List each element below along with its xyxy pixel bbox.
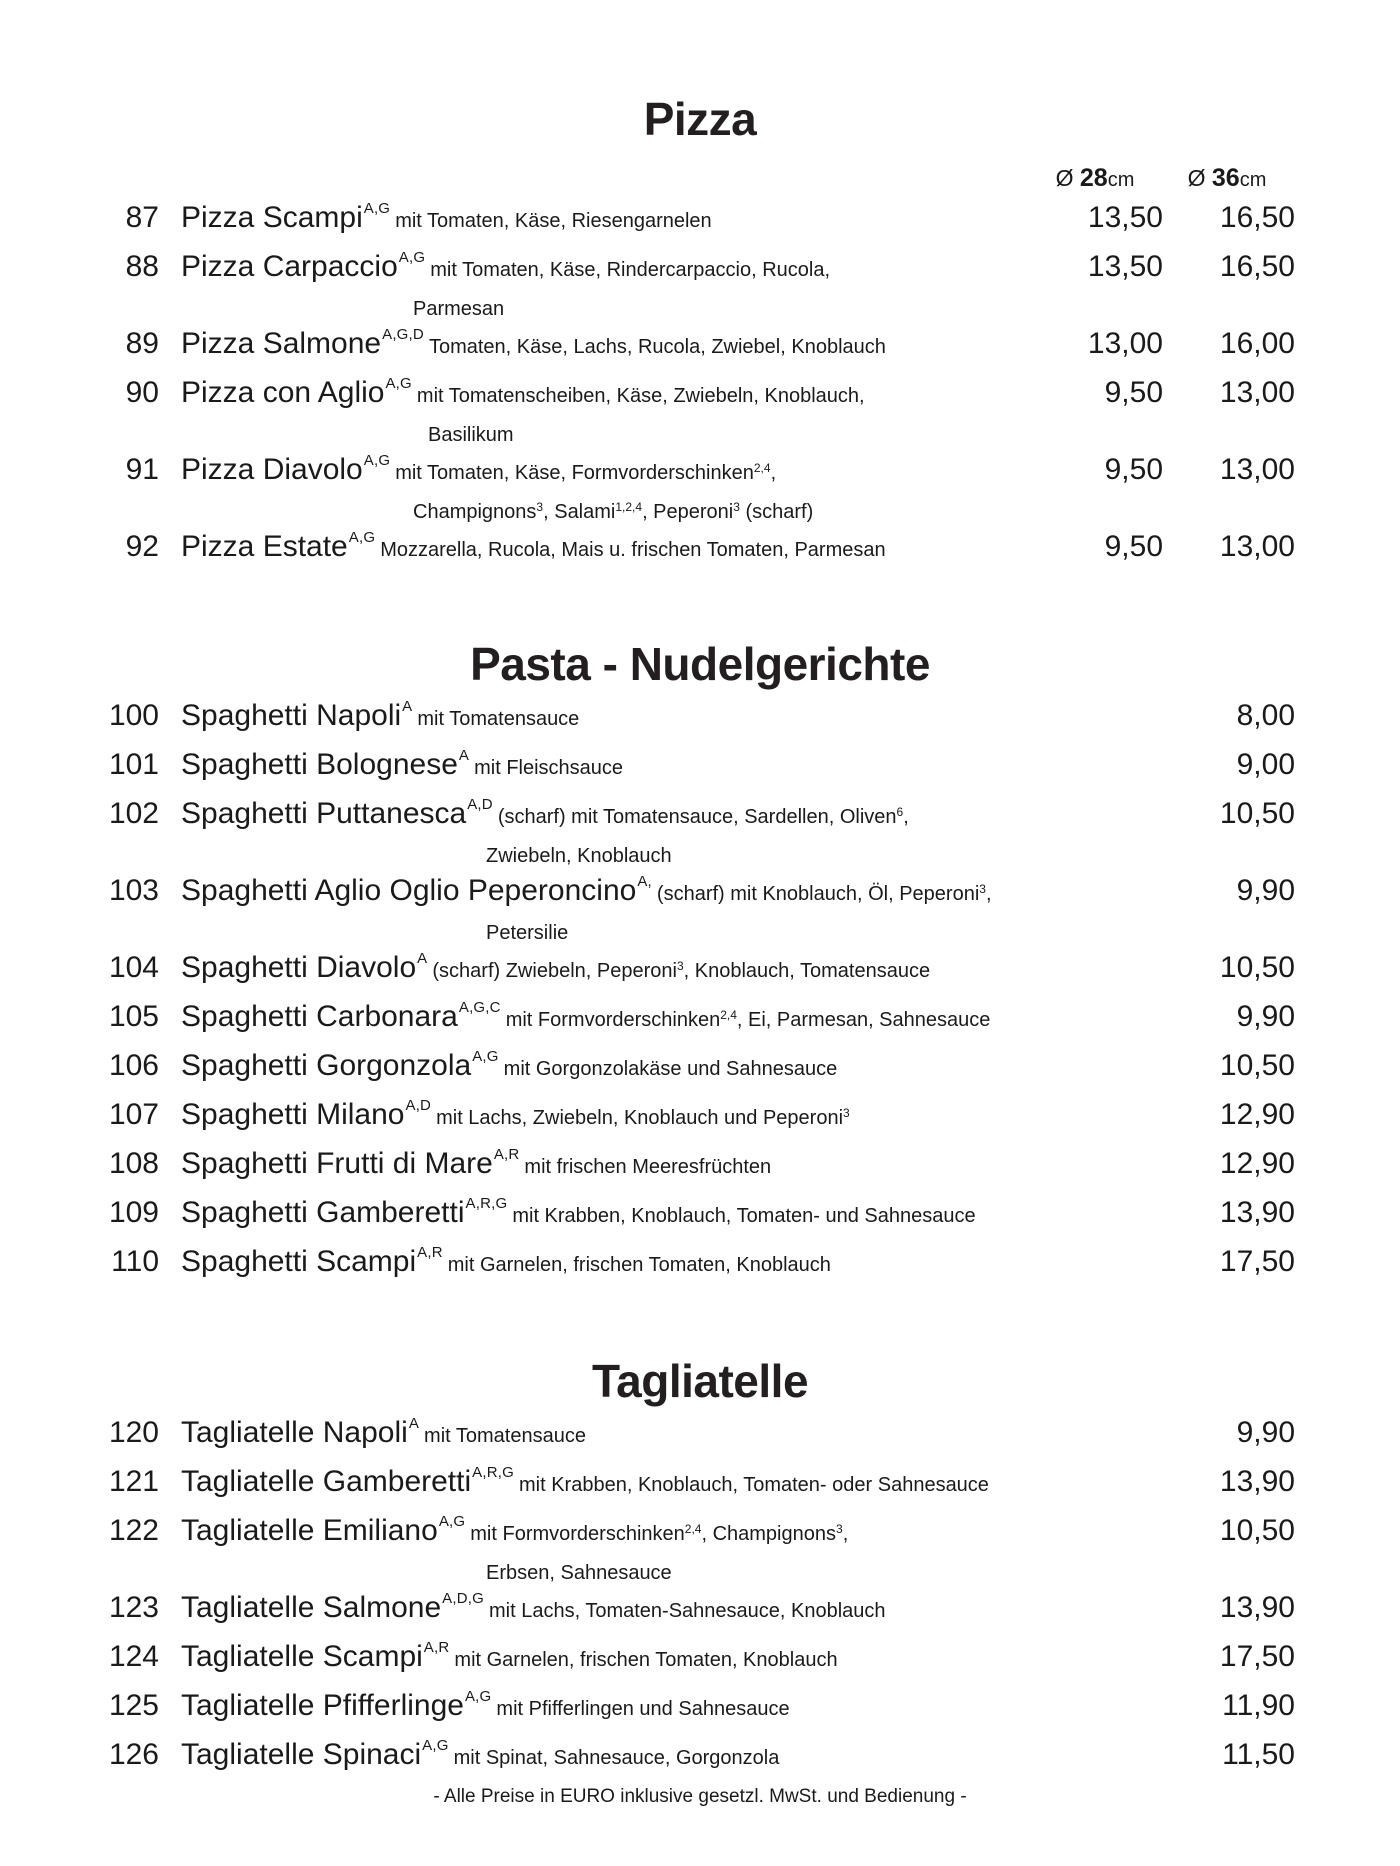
- price: 9,90: [1236, 1000, 1295, 1033]
- desc-text: mit Lachs, Zwiebeln, Knoblauch und Peperoni: [436, 1107, 844, 1129]
- item-name: Tagliatelle Napoli: [181, 1416, 408, 1449]
- item-allergen-codes: A,G: [363, 200, 391, 217]
- item-prices: [1163, 1047, 1295, 1085]
- item-number: 120: [108, 1416, 159, 1449]
- desc-text: (scharf) mit Tomatensauce, Sardellen, Oliven: [497, 806, 897, 828]
- item-allergen-codes: A,R,G: [472, 1464, 514, 1481]
- item-allergen-codes: A,G: [385, 375, 412, 392]
- desc-text-tail: (scharf): [739, 501, 814, 523]
- pizza-item-list: [105, 199, 1295, 575]
- item-description: [657, 883, 992, 905]
- price: 13,90: [1219, 1196, 1295, 1229]
- item-number: 121: [108, 1465, 159, 1498]
- item-body: [181, 872, 1163, 947]
- item-name: Pizza Salmone: [181, 327, 382, 360]
- item-body: [181, 1414, 1163, 1461]
- item-description: [432, 960, 930, 982]
- price: 11,50: [1222, 1738, 1295, 1771]
- desc-footnote: 1,2,4: [615, 500, 643, 514]
- price: 11,90: [1222, 1689, 1295, 1722]
- item-description: Mozzarella, Rucola, Mais u. frischen Tomaten, Parmesan: [380, 539, 886, 561]
- price-36cm: 16,00: [1219, 327, 1295, 360]
- menu-item[interactable]: [105, 1512, 1295, 1587]
- desc-footnote: 2,4: [720, 1008, 737, 1022]
- menu-item[interactable]: [105, 1414, 1295, 1461]
- item-allergen-codes: A,D: [467, 796, 493, 813]
- price-28cm: 13,50: [1087, 250, 1163, 283]
- item-body: [181, 795, 1163, 870]
- section-title-pizza: Pizza: [643, 93, 757, 145]
- price: 13,90: [1219, 1465, 1295, 1498]
- item-prices: [1163, 746, 1295, 784]
- item-prices: [1163, 1463, 1295, 1501]
- menu-item[interactable]: [105, 1638, 1295, 1685]
- footer-note: - Alle Preise in EURO inklusive gesetzl. MwSt. und Bedienung -: [433, 1786, 967, 1807]
- pizza-size-header: [105, 164, 1295, 193]
- item-description: Tomaten, Käse, Lachs, Rucola, Zwiebel, Knoblauch: [428, 336, 886, 358]
- item-allergen-codes: A,R: [493, 1146, 520, 1163]
- desc-footnote: 2,4: [684, 1522, 702, 1536]
- price: 17,50: [1219, 1640, 1295, 1673]
- item-prices: [1163, 1243, 1295, 1281]
- menu-item[interactable]: [105, 528, 1295, 575]
- item-description: mit frischen Meeresfrüchten: [524, 1156, 772, 1178]
- item-name: Tagliatelle Pfifferlinge: [181, 1689, 464, 1722]
- item-body: [181, 199, 1031, 246]
- item-description: [395, 462, 776, 484]
- item-description-line2: Parmesan: [413, 298, 505, 320]
- item-allergen-codes: A,D: [405, 1097, 432, 1114]
- section-tagliatelle: [105, 1292, 1295, 1783]
- item-number: 92: [125, 530, 159, 563]
- item-number: 88: [125, 250, 159, 283]
- item-description: mit Fleischsauce: [474, 757, 624, 779]
- item-allergen-codes: A,G,D: [382, 326, 424, 343]
- desc-text: (scharf) Zwiebeln, Peperoni: [432, 960, 677, 982]
- item-body: [181, 998, 1163, 1045]
- item-name: Pizza Diavolo: [181, 453, 363, 486]
- item-name: Spaghetti Scampi: [181, 1245, 417, 1278]
- item-description: mit Tomaten, Käse, Rindercarpaccio, Rucola,: [430, 259, 831, 281]
- desc-text: , Salami: [543, 501, 616, 523]
- item-number: 106: [108, 1049, 159, 1082]
- menu-item[interactable]: [105, 1243, 1295, 1290]
- item-allergen-codes: A: [402, 698, 413, 715]
- item-description: mit Tomatenscheiben, Käse, Zwiebeln, Knoblauch,: [416, 385, 865, 407]
- item-description: mit Tomaten, Käse, Riesengarnelen: [395, 210, 712, 232]
- item-prices: [1163, 1687, 1295, 1725]
- item-name: Tagliatelle Gamberetti: [181, 1465, 472, 1498]
- item-prices: [1031, 325, 1295, 363]
- desc-footnote: 2,4: [753, 461, 771, 475]
- price: 9,90: [1236, 874, 1295, 907]
- item-prices: [1163, 1589, 1295, 1627]
- item-number: 126: [108, 1738, 159, 1771]
- item-description-line2: Zwiebeln, Knoblauch: [486, 845, 672, 867]
- item-name: Spaghetti Aglio Oglio Peperoncino: [181, 874, 637, 907]
- item-description-line2: Basilikum: [428, 424, 514, 446]
- item-number: 102: [108, 797, 159, 830]
- desc-text: mit Tomaten, Käse, Formvorderschinken: [395, 462, 754, 484]
- menu-item[interactable]: [105, 998, 1295, 1045]
- section-title-tagliatelle: Tagliatelle: [591, 1355, 809, 1407]
- item-name: Pizza Carpaccio: [181, 250, 398, 283]
- item-description: [470, 1523, 848, 1545]
- item-description-line2: [181, 498, 1031, 526]
- price: 17,50: [1219, 1245, 1295, 1278]
- item-prices: [1163, 1512, 1295, 1550]
- item-allergen-codes: A,G,C: [458, 999, 501, 1016]
- menu-item[interactable]: [105, 872, 1295, 947]
- item-body: [181, 374, 1031, 449]
- item-body: [181, 325, 1031, 372]
- item-name: Spaghetti Puttanesca: [181, 797, 467, 830]
- item-name: Spaghetti Frutti di Mare: [181, 1147, 493, 1180]
- item-prices: [1031, 451, 1295, 489]
- desc-text-tail: ,: [903, 806, 909, 828]
- item-body: [181, 1047, 1163, 1094]
- item-name: Pizza Scampi: [181, 201, 363, 234]
- size-value-28: 28: [1079, 164, 1108, 192]
- desc-footnote: 3: [843, 1106, 850, 1120]
- item-number: 89: [125, 327, 159, 360]
- item-prices: [1163, 998, 1295, 1036]
- item-name: Tagliatelle Scampi: [181, 1640, 423, 1673]
- desc-text-tail: ,: [770, 462, 777, 484]
- price-28cm: 13,50: [1087, 201, 1163, 234]
- desc-footnote: 3: [979, 882, 986, 896]
- menu-item[interactable]: [105, 1736, 1295, 1783]
- item-body: [181, 1243, 1163, 1290]
- price: 12,90: [1219, 1098, 1295, 1131]
- item-description: mit Spinat, Sahnesauce, Gorgonzola: [453, 1747, 780, 1769]
- item-body: [181, 248, 1031, 323]
- item-description: mit Krabben, Knoblauch, Tomaten- und Sahnesauce: [512, 1205, 976, 1227]
- item-number: 110: [111, 1245, 159, 1278]
- item-prices: [1163, 697, 1295, 735]
- desc-footnote: 3: [836, 1522, 843, 1536]
- menu-item[interactable]: [105, 949, 1295, 996]
- item-allergen-codes: A,R,G: [465, 1195, 508, 1212]
- price-28cm: 13,00: [1087, 327, 1163, 360]
- item-allergen-codes: A,G: [398, 249, 426, 266]
- item-name: Spaghetti Gorgonzola: [181, 1049, 472, 1082]
- item-allergen-codes: A,G: [438, 1513, 466, 1530]
- item-number: 108: [108, 1147, 159, 1180]
- item-name: Spaghetti Diavolo: [181, 951, 417, 984]
- item-prices: [1163, 1096, 1295, 1134]
- menu-item[interactable]: [105, 697, 1295, 744]
- desc-text-tail: , Ei, Parmesan, Sahnesauce: [736, 1009, 991, 1031]
- item-prices: [1163, 1414, 1295, 1452]
- item-description: [436, 1107, 850, 1129]
- item-description: mit Tomatensauce: [424, 1425, 586, 1447]
- size-header-36: [1161, 164, 1293, 193]
- item-name: Pizza Estate: [181, 530, 348, 563]
- price-36cm: 16,50: [1219, 250, 1295, 283]
- price-28cm: 9,50: [1104, 453, 1163, 486]
- size-header-28: [1029, 164, 1161, 193]
- desc-footnote: 3: [676, 959, 684, 973]
- item-description: [498, 806, 909, 828]
- item-prices: [1163, 1145, 1295, 1183]
- desc-text: , Champignons: [701, 1523, 836, 1545]
- item-body: [181, 1194, 1163, 1241]
- price-28cm: 9,50: [1104, 376, 1163, 409]
- price: 10,50: [1219, 951, 1295, 984]
- item-prices: [1031, 199, 1295, 237]
- item-allergen-codes: A,G: [363, 452, 391, 469]
- item-number: 109: [108, 1196, 159, 1229]
- menu-item[interactable]: [105, 1589, 1295, 1636]
- item-description: mit Garnelen, frischen Tomaten, Knoblauch: [447, 1254, 831, 1276]
- desc-text-tail: , Knoblauch, Tomatensauce: [683, 960, 931, 982]
- item-prices: [1163, 949, 1295, 987]
- price: 9,90: [1236, 1416, 1295, 1449]
- desc-text: mit Formvorderschinken: [470, 1523, 685, 1545]
- item-body: [181, 1512, 1163, 1587]
- desc-footnote: 3: [733, 500, 740, 514]
- item-number: 105: [108, 1000, 159, 1033]
- item-body: [181, 1145, 1163, 1192]
- item-allergen-codes: A: [408, 1415, 420, 1432]
- item-prices: [1163, 1194, 1295, 1232]
- desc-text: (scharf) mit Knoblauch, Öl, Peperoni: [656, 883, 980, 905]
- item-body: [181, 1687, 1163, 1734]
- item-allergen-codes: A,G: [422, 1737, 449, 1754]
- price: 13,90: [1219, 1591, 1295, 1624]
- item-body: [181, 1638, 1163, 1685]
- diameter-icon: Ø: [1055, 165, 1074, 191]
- menu-item[interactable]: [105, 199, 1295, 246]
- item-body: [181, 746, 1163, 793]
- item-number: 91: [125, 453, 159, 486]
- item-prices: [1163, 872, 1295, 910]
- size-value-36: 36: [1211, 164, 1240, 192]
- item-body: [181, 451, 1031, 526]
- item-prices: [1163, 1736, 1295, 1774]
- item-name: Spaghetti Carbonara: [181, 1000, 458, 1033]
- menu-item[interactable]: [105, 1687, 1295, 1734]
- menu-item[interactable]: [105, 746, 1295, 793]
- item-prices: [1163, 795, 1295, 833]
- item-number: 104: [108, 951, 159, 984]
- menu-item[interactable]: [105, 1096, 1295, 1143]
- size-unit-36: cm: [1239, 169, 1267, 191]
- item-name: Tagliatelle Salmone: [181, 1591, 442, 1624]
- item-description-line2: Erbsen, Sahnesauce: [486, 1562, 672, 1584]
- section-pasta: [105, 577, 1295, 1290]
- item-number: 107: [108, 1098, 159, 1131]
- desc-footnote: 6: [896, 805, 904, 819]
- item-body: [181, 1736, 1163, 1783]
- menu-item[interactable]: [105, 1145, 1295, 1192]
- menu-item[interactable]: [105, 325, 1295, 372]
- item-description-line2: Petersilie: [486, 922, 569, 944]
- item-name: Spaghetti Napoli: [181, 699, 402, 732]
- price-36cm: 13,00: [1219, 453, 1295, 486]
- menu-item[interactable]: [105, 1047, 1295, 1094]
- desc-text: , Peperoni: [642, 501, 734, 523]
- item-allergen-codes: A,: [637, 873, 652, 890]
- desc-text-tail: ,: [985, 883, 992, 905]
- price: 10,50: [1219, 1514, 1295, 1547]
- price-36cm: 16,50: [1219, 201, 1295, 234]
- pasta-item-list: [105, 697, 1295, 1290]
- item-allergen-codes: A,D,G: [442, 1590, 484, 1607]
- price: 10,50: [1219, 797, 1295, 830]
- item-allergen-codes: A: [458, 747, 470, 764]
- item-body: [181, 697, 1163, 744]
- price-36cm: 13,00: [1219, 376, 1295, 409]
- item-number: 125: [108, 1689, 159, 1722]
- item-prices: [1031, 248, 1295, 286]
- price: 9,00: [1236, 748, 1295, 781]
- menu-item[interactable]: [105, 795, 1295, 870]
- menu-item[interactable]: [105, 1194, 1295, 1241]
- item-description: mit Garnelen, frischen Tomaten, Knoblauch: [454, 1649, 838, 1671]
- item-name: Tagliatelle Spinaci: [181, 1738, 422, 1771]
- price-36cm: 13,00: [1219, 530, 1295, 563]
- item-body: [181, 528, 1031, 575]
- menu-item[interactable]: [105, 248, 1295, 323]
- price: 8,00: [1236, 699, 1295, 732]
- item-name: Pizza con Aglio: [181, 376, 385, 409]
- item-name: Spaghetti Bolognese: [181, 748, 458, 781]
- item-number: 123: [108, 1591, 159, 1624]
- item-body: [181, 1096, 1163, 1143]
- menu-item[interactable]: [105, 374, 1295, 449]
- desc-text-tail: ,: [842, 1523, 849, 1545]
- item-prices: [1163, 1638, 1295, 1676]
- item-name: Spaghetti Gamberetti: [181, 1196, 465, 1229]
- price: 12,90: [1219, 1147, 1295, 1180]
- price-28cm: 9,50: [1104, 530, 1163, 563]
- item-allergen-codes: A: [417, 950, 428, 967]
- item-description: mit Pfifferlingen und Sahnesauce: [496, 1698, 790, 1720]
- diameter-icon: Ø: [1187, 165, 1206, 191]
- section-title-pasta: Pasta - Nudelgerichte: [470, 638, 930, 690]
- menu-item[interactable]: [105, 451, 1295, 526]
- item-prices: [1031, 528, 1295, 566]
- size-unit-28: cm: [1107, 169, 1135, 191]
- desc-footnote: 3: [536, 500, 544, 514]
- item-number: 124: [108, 1640, 159, 1673]
- item-number: 122: [108, 1514, 159, 1547]
- price: 10,50: [1219, 1049, 1295, 1082]
- desc-text: Champignons: [413, 501, 537, 523]
- item-allergen-codes: A,R: [423, 1639, 450, 1656]
- desc-text: mit Formvorderschinken: [505, 1009, 721, 1031]
- item-number: 100: [108, 699, 159, 732]
- menu-item[interactable]: [105, 1463, 1295, 1510]
- item-body: [181, 1463, 1163, 1510]
- item-body: [181, 949, 1163, 996]
- item-name: Spaghetti Milano: [181, 1098, 405, 1131]
- item-number: 90: [125, 376, 159, 409]
- item-description: [506, 1009, 991, 1031]
- item-name: Tagliatelle Emiliano: [181, 1514, 438, 1547]
- item-allergen-codes: A,R: [417, 1244, 443, 1261]
- item-description: mit Lachs, Tomaten-Sahnesauce, Knoblauch: [489, 1600, 886, 1622]
- item-number: 101: [108, 748, 159, 781]
- item-number: 87: [125, 201, 159, 234]
- item-description: mit Krabben, Knoblauch, Tomaten- oder Sahnesauce: [519, 1474, 989, 1496]
- item-prices: [1031, 374, 1295, 412]
- item-allergen-codes: A,G: [464, 1688, 492, 1705]
- tagliatelle-item-list: [105, 1414, 1295, 1783]
- item-body: [181, 1589, 1163, 1636]
- item-number: 103: [108, 874, 159, 907]
- item-description: mit Tomatensauce: [417, 708, 580, 730]
- item-allergen-codes: A,G: [348, 529, 376, 546]
- item-allergen-codes: A,G: [472, 1048, 499, 1065]
- item-description: mit Gorgonzolakäse und Sahnesauce: [503, 1058, 838, 1080]
- section-pizza: [105, 0, 1295, 575]
